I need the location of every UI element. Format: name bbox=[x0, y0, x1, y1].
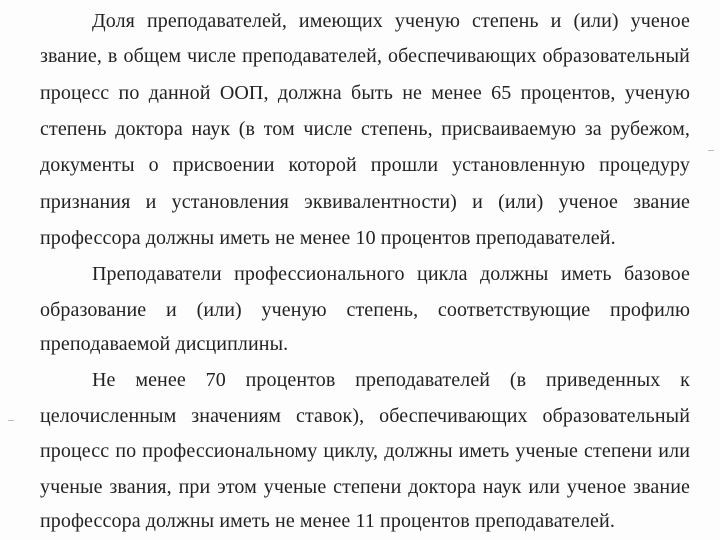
scan-artifact-mark bbox=[708, 150, 714, 151]
paragraph-3-line-5: профессора должны иметь не менее 11 процентов преподавателей. bbox=[40, 510, 615, 532]
scan-artifact-mark bbox=[8, 420, 14, 421]
paragraph-2-line-1: Преподаватели профессионального цикла должны иметь базовое bbox=[92, 263, 690, 285]
paragraph-1-line-3: процесс по данной ООП, должна быть не менее 65 процентов, ученую bbox=[40, 82, 690, 104]
paragraph-2-line-3: преподаваемой дисциплины. bbox=[40, 333, 289, 355]
paragraph-3-line-3: процесс по профессиональному циклу, должны иметь ученые степени или bbox=[40, 440, 690, 462]
paragraph-3-line-4: ученые звания, при этом ученые степени доктора наук или ученое звание bbox=[40, 476, 690, 498]
paragraph-3-line-2: целочисленным значениям ставок), обеспечивающих образовательный bbox=[40, 405, 690, 427]
paragraph-1-line-7: профессора должны иметь не менее 10 процентов преподавателей. bbox=[40, 227, 616, 249]
paragraph-1-line-4: степень доктора наук (в том числе степень, присваиваемую за рубежом, bbox=[40, 118, 690, 140]
paragraph-3-line-1: Не менее 70 процентов преподавателей (в приведенных к bbox=[92, 369, 690, 391]
paragraph-1-line-5: документы о присвоении которой прошли установленную процедуру bbox=[40, 154, 690, 176]
paragraph-1-line-6: признания и установления эквивалентности) и (или) ученое звание bbox=[40, 191, 690, 213]
paragraph-1-line-2: звание, в общем числе преподавателей, обеспечивающих образовательный bbox=[40, 45, 690, 67]
paragraph-1-line-1: Доля преподавателей, имеющих ученую степень и (или) ученое bbox=[92, 10, 690, 32]
paragraph-2-line-2: образование и (или) ученую степень, соответствующие профилю bbox=[40, 299, 690, 321]
